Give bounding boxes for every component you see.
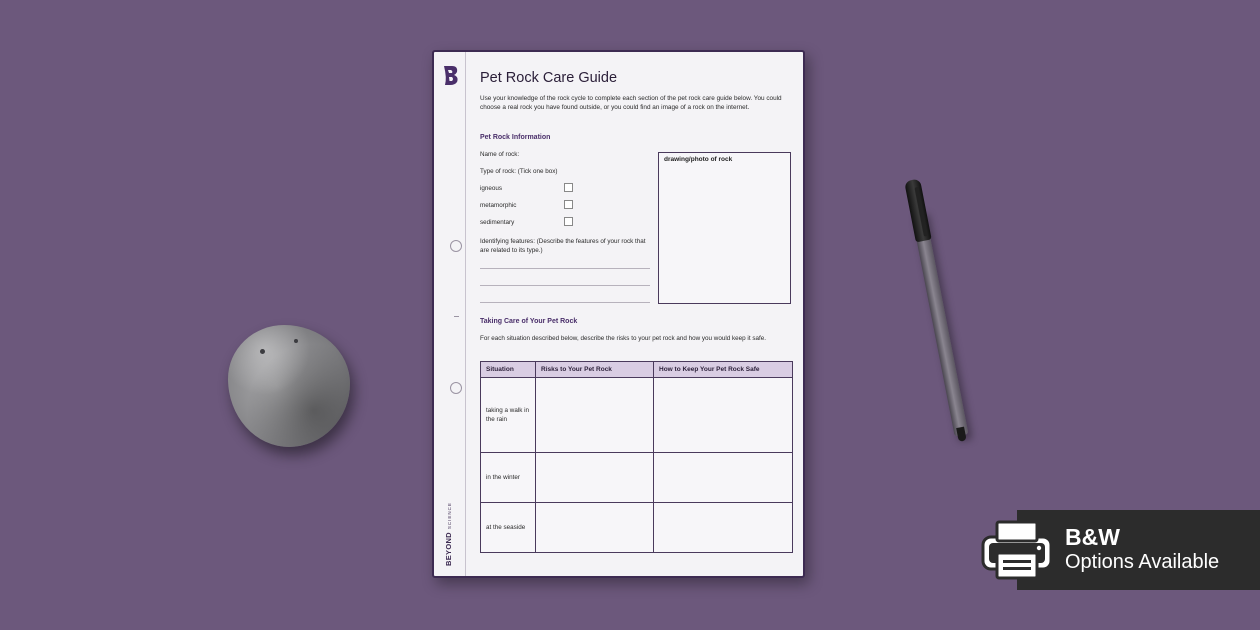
worksheet-content xyxy=(480,70,792,112)
name-label: Name of rock: xyxy=(480,151,520,158)
answer-line[interactable] xyxy=(480,268,650,269)
brand-sub: SCIENCE xyxy=(447,502,452,530)
table-header-row xyxy=(481,362,793,378)
brand-main: BEYOND xyxy=(444,532,453,566)
header-risks: Risks to Your Pet Rock xyxy=(536,362,654,378)
type-label: Type of rock: (Tick one box) xyxy=(480,168,558,175)
rock-type-metamorphic: metamorphic xyxy=(480,202,517,209)
binder-hole xyxy=(450,382,462,394)
risks-cell[interactable] xyxy=(536,453,654,503)
igneous-checkbox[interactable] xyxy=(564,183,573,192)
intro-text: Use your knowledge of the rock cycle to complete each section of the pet rock care guide below. You could choose a real rock you have found outside, or you could find an image of a rock on the internet. xyxy=(480,95,782,111)
situation-cell: taking a walk in the rain xyxy=(481,378,536,453)
rock-photo xyxy=(228,325,350,447)
info-heading: Pet Rock Information xyxy=(480,134,551,141)
brand-wordmark xyxy=(440,480,460,566)
margin-line xyxy=(465,52,466,576)
table-row xyxy=(481,503,793,553)
table-row xyxy=(481,453,793,503)
situation-cell: in the winter xyxy=(481,453,536,503)
safe-cell[interactable] xyxy=(654,503,793,553)
sedimentary-checkbox[interactable] xyxy=(564,217,573,226)
header-safe: How to Keep Your Pet Rock Safe xyxy=(654,362,793,378)
risks-cell[interactable] xyxy=(536,503,654,553)
safe-cell[interactable] xyxy=(654,453,793,503)
metamorphic-checkbox[interactable] xyxy=(564,200,573,209)
risks-cell[interactable] xyxy=(536,378,654,453)
worksheet xyxy=(432,50,805,578)
page-title: Pet Rock Care Guide xyxy=(480,70,618,86)
care-intro: For each situation described below, describe the risks to your pet rock and how you would keep it safe. xyxy=(480,335,766,342)
header-situation: Situation xyxy=(481,362,536,378)
beyond-logo-icon xyxy=(442,64,460,86)
pen-photo xyxy=(905,179,970,445)
table-row xyxy=(481,378,793,453)
answer-line[interactable] xyxy=(480,302,650,303)
rock-type-igneous: igneous xyxy=(480,185,503,192)
badge-title: B&W xyxy=(1065,524,1120,550)
care-table xyxy=(480,361,793,553)
fold-mark xyxy=(454,316,459,317)
photo-box[interactable] xyxy=(658,152,791,304)
rock-type-sedimentary: sedimentary xyxy=(480,219,515,226)
badge-subtitle: Options Available xyxy=(1065,551,1220,573)
answer-line[interactable] xyxy=(480,285,650,286)
features-label: Identifying features: (Describe the features of your rock that are related to its type.) xyxy=(480,238,646,254)
care-heading: Taking Care of Your Pet Rock xyxy=(480,318,578,325)
photo-box-label: drawing/photo of rock xyxy=(664,156,733,163)
binder-hole xyxy=(450,240,462,252)
safe-cell[interactable] xyxy=(654,378,793,453)
printer-icon xyxy=(980,519,1054,581)
pen-barrel xyxy=(911,208,969,436)
situation-cell: at the seaside xyxy=(481,503,536,553)
